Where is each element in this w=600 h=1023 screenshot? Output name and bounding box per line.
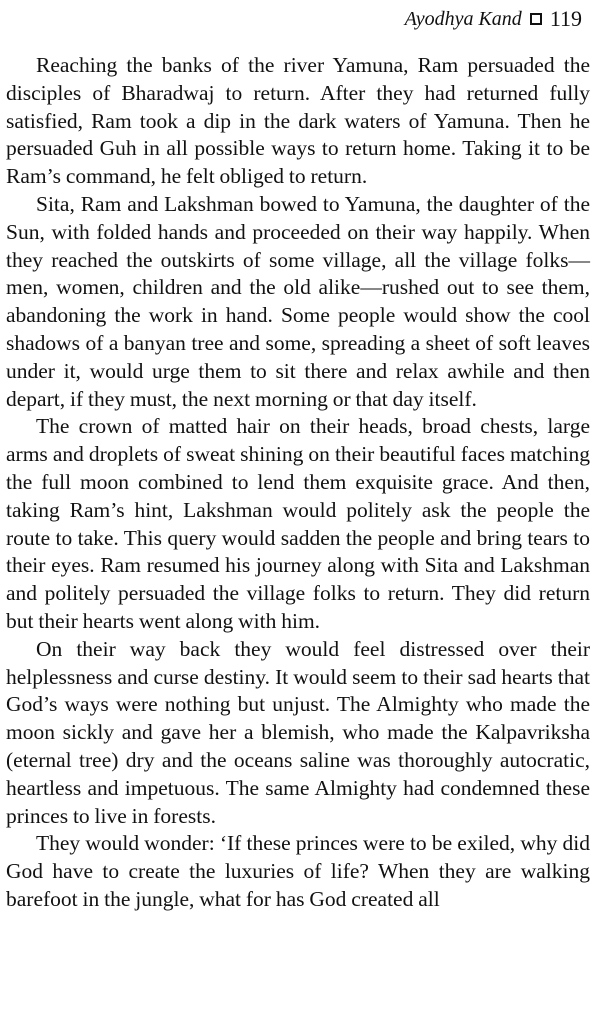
paragraph-2: Sita, Ram and Lakshman bowed to Yamuna, the daughter of the Sun, with folded hands and proceeded on their way happily. When they reached the outskirts of some village, all the village folks—men, women, children and the old alike—rushed out to see them, abandoning the work in hand. Some people would show the cool shadows of a banyan tree and some, spreading a sheet of soft leaves under it, would urge them to sit there and relax awhile and then depart, if they must, the next morning or that day itself. [6, 191, 590, 411]
paragraph-3: The crown of matted hair on their heads, broad chests, large arms and droplets of sweat shining on their beautiful faces matching the full moon combined to lend them exquisite grace. And then, taking Ram’s hint, Lakshman would politely ask the people the route to take. This query would sadden the people and bring tears to their eyes. Ram resumed his journey along with Sita and Lakshman and politely persuaded the village folks to return. They did return but their hearts went along with him. [6, 414, 590, 633]
square-box-icon [530, 13, 542, 25]
paragraph-5: They would wonder: ‘If these princes were to be exiled, why did God have to create the luxuries of life? When they are walking barefoot in the jungle, what for has God created all [6, 831, 590, 911]
body-text [6, 52, 590, 914]
running-header [405, 4, 582, 34]
paragraph-4: On their way back they would feel distressed over their helplessness and curse destiny. It would seem to their sad hearts that God’s ways were nothing but unjust. The Almighty who made the moon sickly and gave her a blemish, who made the Kalpavriksha (eternal tree) dry and the oceans saline was thoroughly autocratic, heartless and impetuous. The same Almighty had condemned these princes to live in forests. [6, 636, 590, 828]
chapter-title: Ayodhya Kand [404, 8, 522, 30]
page-number: 119 [549, 6, 582, 31]
paragraph-1: Reaching the banks of the river Yamuna, Ram persuaded the disciples of Bharadwaj to return. After they had returned fully satisfied, Ram took a dip in the dark waters of Yamuna. Then he persuaded Guh in all possible ways to return home. Taking it to be Ram’s command, he felt obliged to return. [6, 53, 590, 189]
